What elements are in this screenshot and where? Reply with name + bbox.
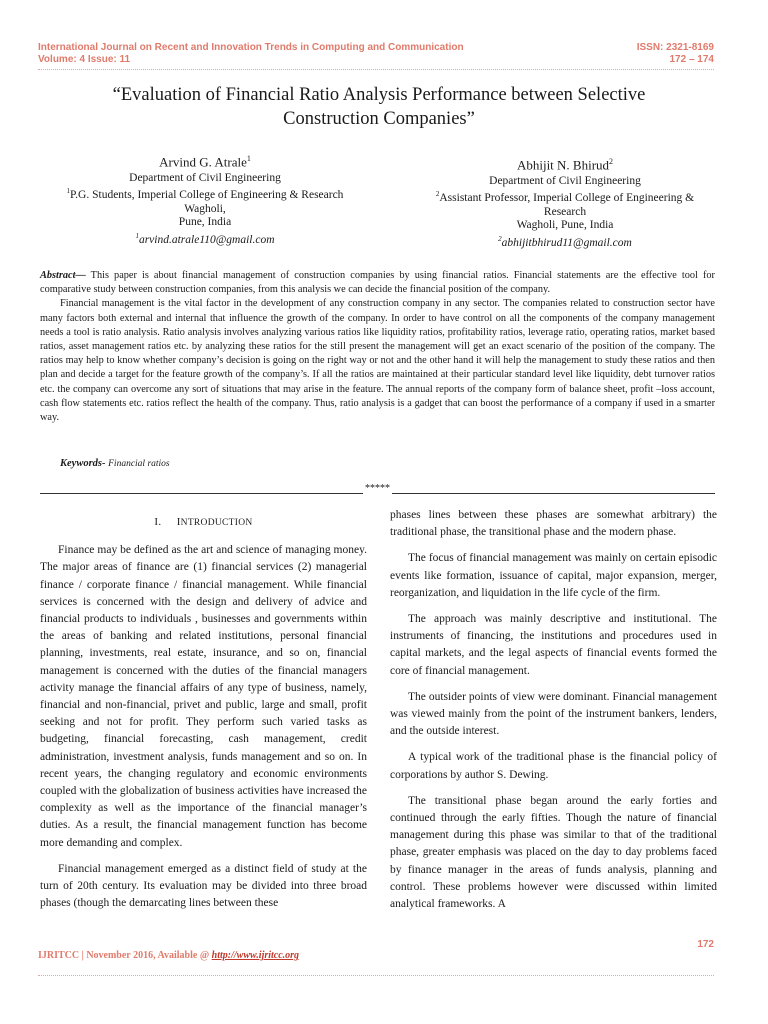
author-1-name: Arvind G. Atrale$^1$ [159,154,251,170]
intro-paragraph-2: Financial management emerged as a distinct field of study at the turn of 20th century. Its evaluation may be divided into three broad phases (though the demarcating lines between these [40,862,367,910]
author-1-city2: Pune, India [178,216,232,229]
right-paragraph-1: The focus of financial management was mainly on certain episodic events like formation, issuance of capital, major expansion, merger, reorganization, and liquidation in the life cycle of the firm. [390,552,717,599]
journal-volume: Volume: 4 Issue: 11 [38,54,131,65]
right-column [390,507,717,922]
author-2-affiliation: $^2$Assistant Professor, Imperial College of Engineering & [435,190,695,205]
footer [38,950,299,961]
page-number: 172 [697,939,714,950]
author-2-dept: Department of Civil Engineering [489,174,641,187]
right-paragraph-4: A typical work of the traditional phase is the financial policy of corporations by author S. Dewing. [390,751,717,781]
author-2-affiliation-cont: Research [543,205,587,218]
right-paragraph-cont: phases lines between these phases are somewhat arbitrary) the traditional phase, the transitional phase and the modern phase. [390,509,717,539]
keywords-value: Financial ratios [108,459,170,469]
author-1 [20,152,390,247]
right-paragraph-5: The transitional phase began around the early forties and continued through the early fifties. Though the nature of financial management during this phase was similar to that of the traditional phase, greater emphasis was placed on the day to day problems faced by finance manager in the areas of funds analysis, planning and control. These problems however were discussed within limited analytical frameworks. A [390,794,717,911]
footer-link[interactable]: http://www.ijritcc.org [211,950,300,961]
section-separator [40,482,715,494]
left-column [40,508,367,921]
footer-rule [38,975,714,976]
abstract-label: Abstract— [40,270,86,281]
author-1-affiliation: $^1$P.G. Students, Imperial College of Engineering & Research [66,187,344,202]
footer-text: IJRITCC | November 2016, Available @ [38,950,212,961]
section-heading-introduction: I. INTRODUCTION [154,516,253,528]
separator-line-left [40,487,363,494]
journal-name: International Journal on Recent and Innovation Trends in Computing and Communication [38,42,464,53]
keywords-label: Keywords- [60,458,106,469]
paper-title [60,83,698,131]
separator-line-right [392,487,715,494]
author-1-email[interactable]: $^1$arvind.atrale110@gmail.com [135,231,275,246]
author-2 [395,155,735,250]
keywords [60,458,170,469]
separator-stars: ***** [365,483,390,494]
right-paragraph-2: The approach was mainly descriptive and institutional. The instruments of financing, the institutions and procedures used in capital markets, and the legal aspects of financial events formed the core of financial management. [390,613,717,677]
abstract-paragraph-1: Abstract— This paper is about financial management of construction companies by using financial ratios. Financial statements are the effective tool for comparative study between construction companies, from this analysis we can decide the financial position of the company. [40,270,715,296]
author-1-city: Wagholi, [184,202,226,215]
title-line-2: Construction Companies” [283,109,475,129]
issn: ISSN: 2321-8169 [636,42,714,53]
header-rule [38,69,714,70]
abstract [40,269,715,425]
author-2-email[interactable]: $^2$abhijitbhirud11@gmail.com [498,234,632,249]
right-paragraph-3: The outsider points of view were dominant. Financial management was viewed mainly from the point of the instrument bankers, lenders, and the outside interest. [390,690,717,738]
author-2-city: Wagholi, Pune, India [516,219,614,232]
author-1-dept: Department of Civil Engineering [129,171,281,184]
intro-paragraph-1: Finance may be defined as the art and science of managing money. The major areas of finance are (1) financial services (2) managerial finance / corporate finance / financial management. While financial services is concerned with the design and delivery of advice and financial products to individuals , businesses and governments within the areas of banking and related institutions, personal financial planning, investments, real estate, insurance, and so on, financial management is concerned with the duties of the financial managers activity manage the financial affairs of any type of business, namely, financial and non-financial, privet and public, large and small, profit seeking and not for profit. They perform such varied tasks as budgeting, financial forecasting, cash management, credit administration, investment analysis, funds management and so on. In recent years, the changing regulatory and economic environments coupled with the globalization of business activities have increased the complexity as well as the importance of the financial manager’s duties. As a result, the financial management function has become more demanding and complex. [40,544,367,849]
author-2-name: Abhijit N. Bhirud$^2$ [516,157,614,173]
title-line-1: “Evaluation of Financial Ratio Analysis Performance between Selective [112,85,646,105]
abstract-paragraph-2: Financial management is the vital factor in the development of any construction company in any sector. The companies related to construction sector have many factors both external and internal that influence the growth of the company. In order to have control on all the components of the company management needs a tool is ratio analysis. Ratio analysis involves analyzing various ratios like liquidity ratios, profitability ratios, leverage ratio, operating ratios, market based ratios, asset management ratios etc. by analyzing these ratios for the still present the management will get an exact scenario of the position of the company. The ratios may help to know whether company’s decision is going on the right way or not and the other hand it will help the management to study these ratios and then plan and decide a target for the feature growth of the company’s. If all the ratios are maintained at their particular standard level like liquidity, debt turnover ratios etc. the company can overcome any sort of situations that may arise in the feature. The annual reports of the company form of balance sheet, profit –loss account, cash flow statements etc. ratios reflect the health of the company. Thus, ratio analysis is a gadget that can boost the performance of a company if used in a smarter way. [40,298,715,424]
page-range: 172 – 174 [669,54,714,65]
